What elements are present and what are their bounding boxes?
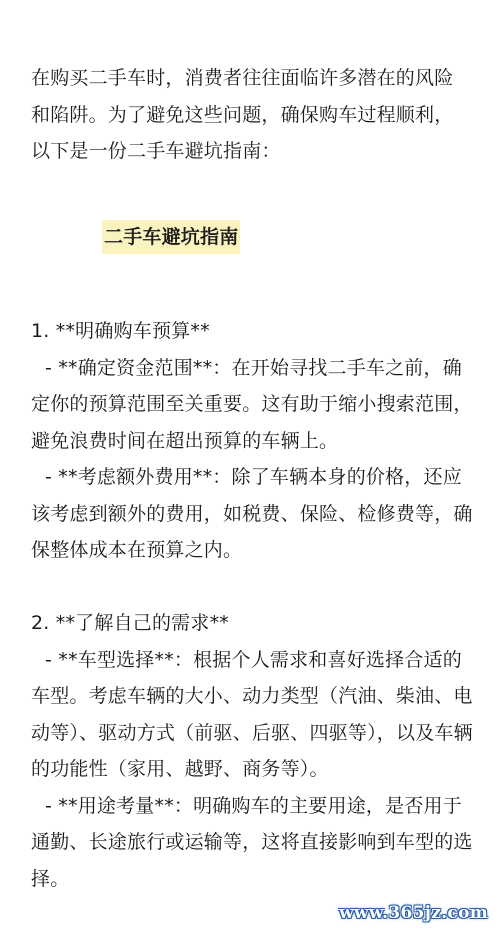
- section-needs: [31, 605, 476, 897]
- section-title: 2. **了解自己的需求**: [31, 612, 229, 634]
- list-item: - **用途考量**：明确购车的主要用途，是否用于通勤、长途旅行或运输等，这将直接影响到车型的选择。: [31, 794, 473, 890]
- guide-heading: 二手车避坑指南: [102, 220, 240, 254]
- guide-content: [31, 313, 476, 897]
- list-item: - **确定资金范围**：在开始寻找二手车之前，确定你的预算范围至关重要。这有助于缩小搜索范围，避免浪费时间在超出预算的车辆上。: [31, 356, 473, 452]
- heading-container: [102, 220, 240, 254]
- section-budget: [31, 313, 476, 569]
- section-title: 1. **明确购车预算**: [31, 320, 210, 342]
- list-item: - **考虑额外费用**：除了车辆本身的价格，还应该考虑到额外的费用，如税费、保险、检修费等，确保整体成本在预算之内。: [31, 466, 473, 561]
- section-spacer: [31, 569, 476, 606]
- intro-paragraph: 在购买二手车时，消费者往往面临许多潜在的风险和陷阱。为了避免这些问题，确保购车过程顺利，以下是一份二手车避坑指南：: [31, 67, 454, 162]
- site-watermark: www.365jz.com: [339, 903, 488, 923]
- list-item: - **车型选择**：根据个人需求和喜好选择合适的车型。考虑车辆的大小、动力类型（汽油、柴油、电动等）、驱动方式（前驱、后驱、四驱等），以及车辆的功能性（家用、越野、商务等）。: [31, 648, 473, 780]
